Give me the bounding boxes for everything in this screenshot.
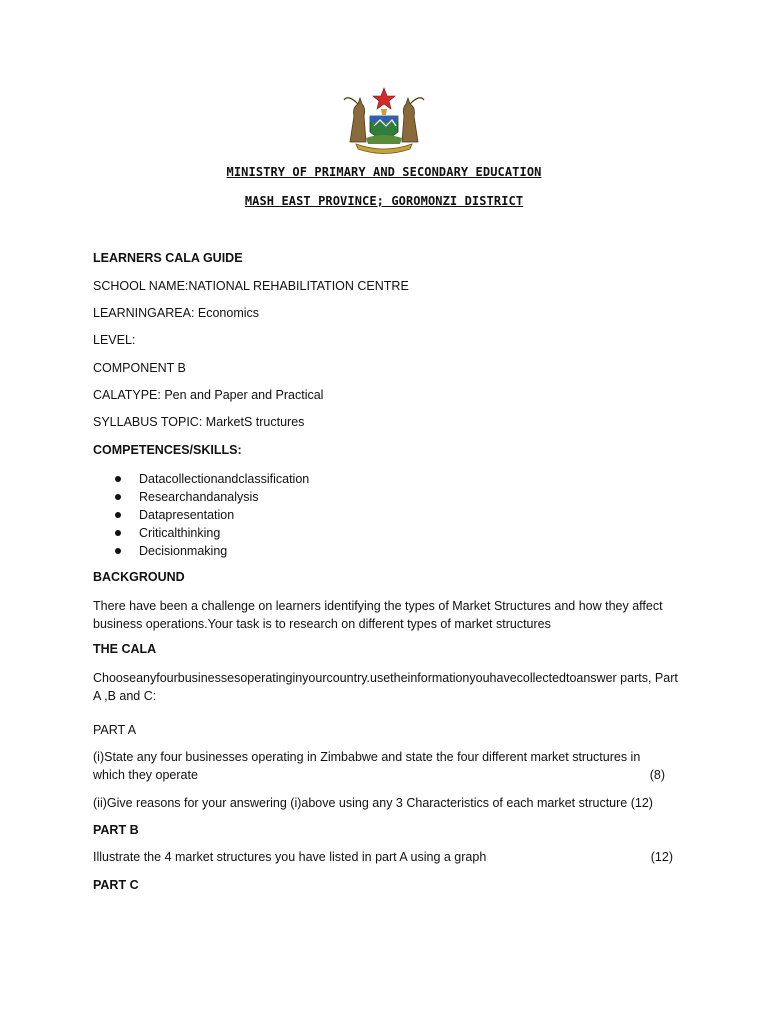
competences-list bbox=[93, 470, 309, 560]
part-a-heading: PART A bbox=[93, 723, 137, 737]
component: COMPONENT B bbox=[93, 361, 186, 375]
part-a-question-1-line-1: (i)State any four businesses operating in Zimbabwe and state the four different market structures in bbox=[93, 750, 641, 764]
bullet-icon bbox=[115, 548, 121, 554]
part-a-question-2: (ii)Give reasons for your answering (i)above using any 3 Characteristics of each market structure (12) bbox=[93, 796, 653, 810]
list-item: Criticalthinking bbox=[93, 524, 309, 542]
ministry-heading: MINISTRY OF PRIMARY AND SECONDARY EDUCATION bbox=[226, 165, 542, 179]
part-b-heading: PART B bbox=[93, 823, 139, 837]
bullet-icon bbox=[115, 530, 121, 536]
background-heading: BACKGROUND bbox=[93, 570, 185, 584]
part-a-question-1-line-2: which they operate bbox=[93, 768, 198, 782]
coat-of-arms-icon bbox=[338, 86, 430, 154]
list-item: Decisionmaking bbox=[93, 542, 309, 560]
syllabus-topic: SYLLABUS TOPIC: MarketS tructures bbox=[93, 415, 305, 429]
province-heading: MASH EAST PROVINCE; GOROMONZI DISTRICT bbox=[244, 194, 524, 208]
list-item: Datacollectionandclassification bbox=[93, 470, 309, 488]
cala-type: CALATYPE: Pen and Paper and Practical bbox=[93, 388, 324, 402]
part-b-question-1: Illustrate the 4 market structures you have listed in part A using a graph bbox=[93, 850, 487, 864]
cala-heading: THE CALA bbox=[93, 642, 157, 656]
part-b-question-1-marks: (12) bbox=[650, 850, 673, 864]
cala-text: Chooseanyfourbusinessesoperatinginyourcountry.usetheinformationyouhavecollectedtoanswer parts, PartA ,B and C: bbox=[93, 671, 678, 703]
list-item: Datapresentation bbox=[93, 506, 309, 524]
bullet-icon bbox=[115, 494, 121, 500]
competences-heading: COMPETENCES/SKILLS: bbox=[93, 443, 242, 457]
level: LEVEL: bbox=[93, 333, 136, 347]
background-text: There have been a challenge on learners identifying the types of Market Structures and how they affect business operations.Your task is to research on different types of market structures bbox=[93, 599, 663, 631]
bullet-icon bbox=[115, 476, 121, 482]
part-c-heading: PART C bbox=[93, 878, 139, 892]
school-name: SCHOOL NAME:NATIONAL REHABILITATION CENTRE bbox=[93, 279, 409, 293]
bullet-icon bbox=[115, 512, 121, 518]
list-item: Researchandanalysis bbox=[93, 488, 309, 506]
part-a-question-1-marks: (8) bbox=[649, 768, 665, 782]
learning-area: LEARNINGAREA: Economics bbox=[93, 306, 260, 320]
guide-title: LEARNERS CALA GUIDE bbox=[93, 251, 243, 265]
